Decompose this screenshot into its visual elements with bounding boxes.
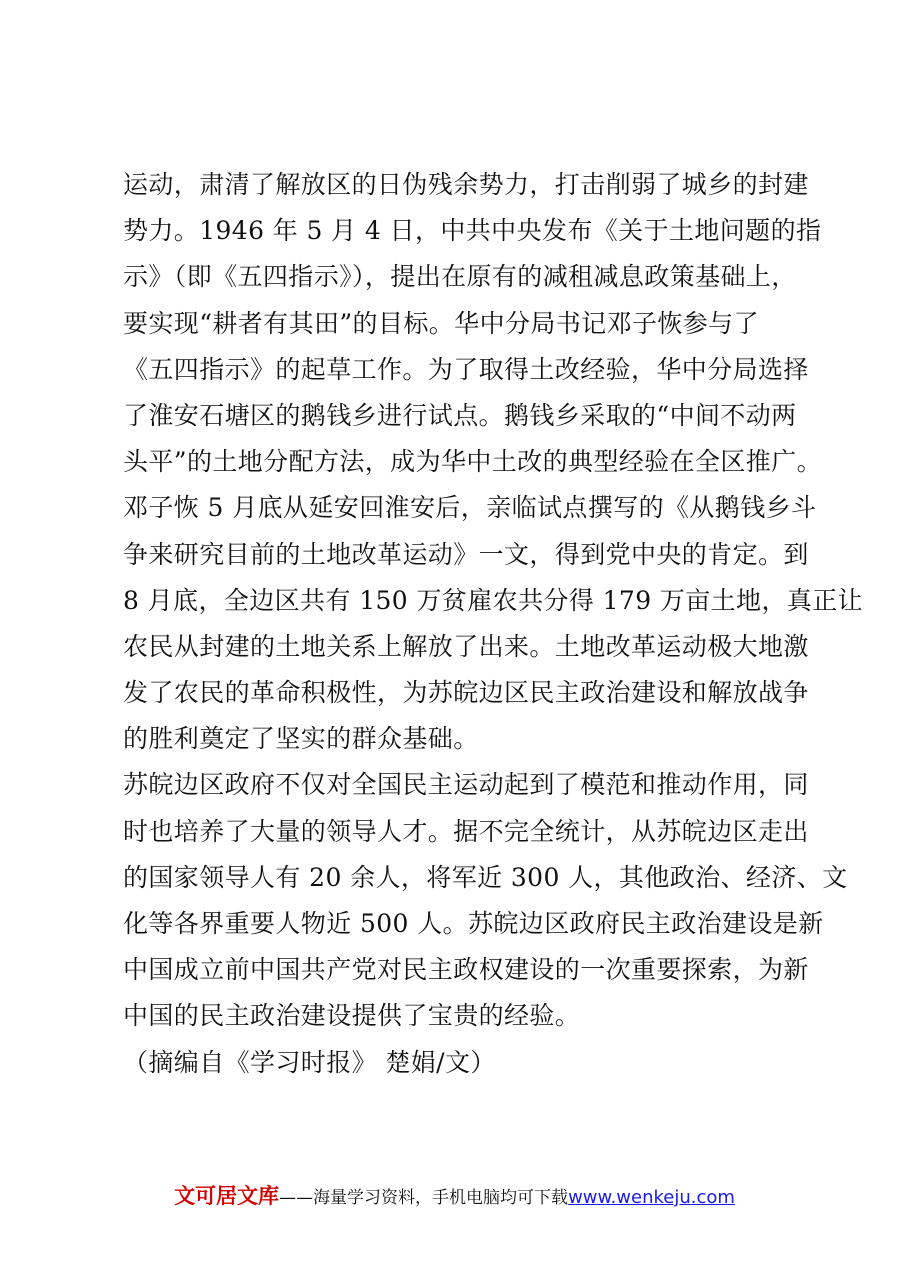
text-line: 中国成立前中国共产党对民主政权建设的一次重要探索，为新: [123, 955, 809, 985]
footer-slogan: 海量学习资料，手机电脑均可下载: [313, 1188, 569, 1208]
text-line: 8 月底，全边区共有 150 万贫雇农共分得 179 万亩土地，真正让: [123, 585, 864, 615]
text-line: 的胜利奠定了坚实的群众基础。: [123, 724, 479, 754]
text-line: 势力。1946 年 5 月 4 日，中共中央发布《关于土地问题的指: [123, 216, 822, 246]
text-line: 化等各界重要人物近 500 人。苏皖边区政府民主政治建设是新: [123, 909, 824, 938]
text-line: 中国的民主政治建设提供了宝贵的经验。: [123, 1001, 581, 1031]
text-line: 头平”的土地分配方法，成为华中土改的典型经验在全区推广。: [123, 447, 822, 477]
brand-name: 文可居文库: [174, 1184, 280, 1208]
text-line: 的国家领导人有 20 余人，将军近 300 人，其他政治、经济、文: [123, 862, 848, 892]
text-line: 运动，肃清了解放区的日伪残余势力，打击削弱了城乡的封建: [123, 170, 809, 199]
text-line: 了淮安石塘区的鹅钱乡进行试点。鹅钱乡采取的“中间不动两: [123, 400, 797, 430]
text-line: 《五四指示》的起草工作。为了取得土改经验，华中分局选择: [123, 354, 809, 384]
footer-dash: ——: [279, 1188, 314, 1208]
text-line: 示》（即《五四指示》），提出在原有的减租减息政策基础上，: [123, 262, 797, 292]
text-line: 发了农民的革命积极性，为苏皖边区民主政治建设和解放战争: [123, 678, 809, 708]
website-link[interactable]: www.wenkeju.com: [568, 1187, 735, 1208]
article-body: [123, 162, 864, 1086]
footer-banner: [0, 1180, 909, 1210]
text-line: 争来研究目前的土地改革运动》一文，得到党中央的肯定。到: [123, 539, 809, 569]
text-line: 农民从封建的土地关系上解放了出来。土地改革运动极大地激: [123, 631, 809, 661]
text-line: 时也培养了大量的领导人才。据不完全统计，从苏皖边区走出: [123, 816, 809, 846]
text-line: 邓子恢 5 月底从延安回淮安后，亲临试点撰写的《从鹅钱乡斗: [123, 493, 817, 523]
source-citation: （摘编自《学习时报》 楚娟/文）: [123, 1047, 496, 1077]
text-line: 要实现“耕者有其田”的目标。华中分局书记邓子恢参与了: [123, 308, 759, 338]
text-line: 苏皖边区政府不仅对全国民主运动起到了模范和推动作用，同: [123, 770, 809, 800]
